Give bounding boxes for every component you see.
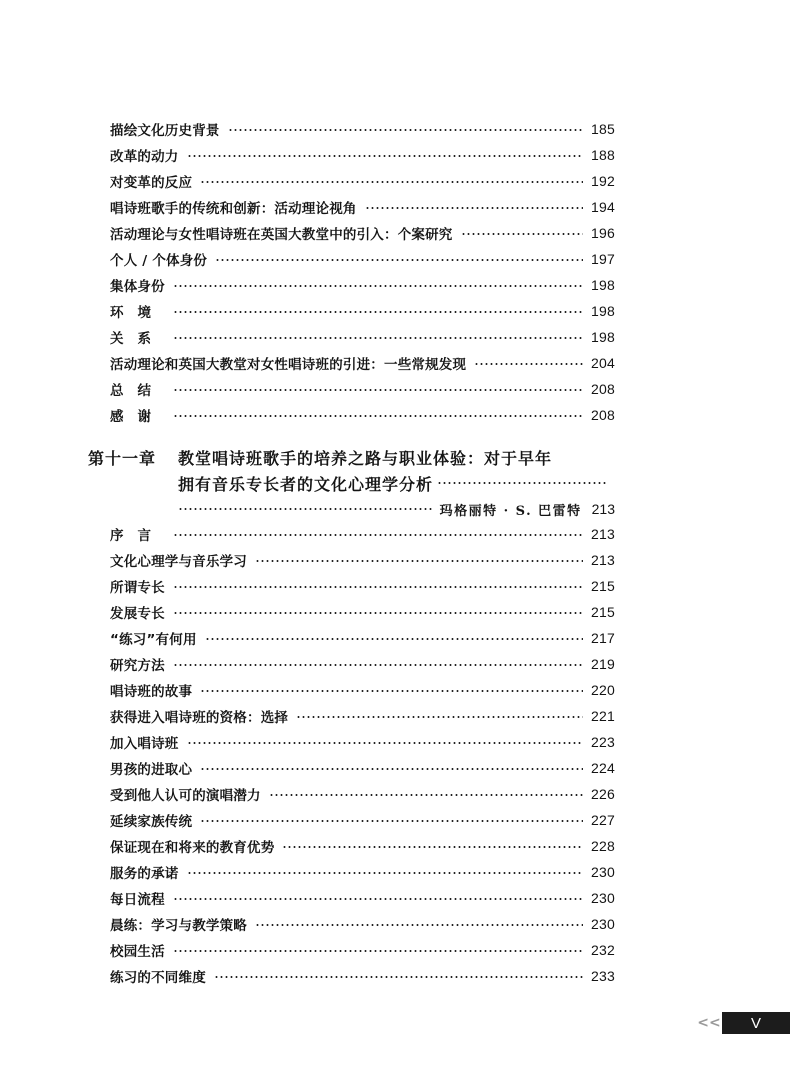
toc-leader-dots — [173, 337, 583, 339]
toc-leader-dots — [187, 155, 584, 157]
toc-entry-label: 感谢 — [110, 409, 165, 425]
toc-entry-label: 晨练：学习与教学策略 — [110, 918, 247, 934]
toc-entry-label: 集体身份 — [110, 279, 165, 295]
toc-entry-label: 发展专长 — [110, 606, 165, 622]
chapter-title-line1: 教堂唱诗班歌手的培养之路与职业体验：对于早年 — [178, 448, 553, 468]
toc-entry-page: 185 — [591, 121, 615, 137]
toc-entry-page: 208 — [591, 381, 615, 397]
toc-entry-label: 序言 — [110, 528, 165, 544]
toc-entry-page: 220 — [591, 682, 615, 698]
toc-leader-dots — [269, 794, 583, 796]
toc-entry-label: 对变革的反应 — [110, 175, 193, 191]
toc-entry[interactable] — [110, 324, 615, 350]
toc-entry-label: 保证现在和将来的教育优势 — [110, 840, 275, 856]
toc-entry[interactable] — [110, 272, 615, 298]
toc-entry-label: 活动理论和英国大教堂对女性唱诗班的引进：一些常规发现 — [110, 357, 467, 373]
toc-entry-page: 215 — [591, 578, 615, 594]
toc-entry[interactable] — [110, 547, 615, 573]
toc-leader-dots — [173, 950, 583, 952]
toc-entry-page: 223 — [591, 734, 615, 750]
toc-leader-dots — [173, 898, 583, 900]
toc-entry[interactable] — [110, 573, 615, 599]
toc-entry-page: 219 — [591, 656, 615, 672]
toc-leader-dots — [228, 129, 583, 131]
toc-entry[interactable] — [110, 220, 615, 246]
toc-entry-label: 关系 — [110, 331, 165, 347]
toc-entry-label: 改革的动力 — [110, 149, 179, 165]
toc-entry[interactable] — [110, 651, 615, 677]
toc-entry[interactable] — [110, 246, 615, 272]
toc-leader-dots — [255, 560, 583, 562]
toc-leader-dots — [214, 976, 583, 978]
toc-entry-label: 个人 / 个体身份 — [110, 253, 208, 269]
toc-leader-dots — [173, 285, 583, 287]
toc-entry-page: 213 — [591, 526, 615, 542]
toc-entry-page: 227 — [591, 812, 615, 828]
page-number: V — [750, 1014, 761, 1032]
chapter-author-row — [178, 496, 615, 522]
toc-entry-page: 208 — [591, 407, 615, 423]
toc-leader-dots — [215, 259, 583, 261]
toc-entry[interactable] — [110, 859, 615, 885]
page-number-badge — [722, 1012, 790, 1034]
toc-entry-label: 男孩的进取心 — [110, 762, 193, 778]
toc-entry-page: 217 — [591, 630, 615, 646]
toc-entry-page: 230 — [591, 890, 615, 906]
toc-entry-label: 活动理论与女性唱诗班在英国大教堂中的引入：个案研究 — [110, 227, 453, 243]
toc-entry[interactable] — [110, 521, 615, 547]
toc-entry-page: 228 — [591, 838, 615, 854]
toc-entry-label: 受到他人认可的演唱潜力 — [110, 788, 261, 804]
chapter-title-line2: 拥有音乐专长者的文化心理学分析 — [178, 474, 434, 494]
toc-entry-label: 环境 — [110, 305, 165, 321]
toc-leader-dots — [173, 415, 583, 417]
toc-entry-label: 研究方法 — [110, 658, 165, 674]
toc-entry-page: 213 — [591, 552, 615, 568]
chapter-author: 玛格丽特 · S. 巴雷特 — [439, 503, 582, 519]
toc-entry-label: 加入唱诗班 — [110, 736, 179, 752]
toc-entry[interactable] — [110, 963, 615, 989]
toc-entry-page: 198 — [591, 303, 615, 319]
toc-entry-page: 188 — [591, 147, 615, 163]
toc-entry-page: 224 — [591, 760, 615, 776]
toc-entry-page: 230 — [591, 864, 615, 880]
toc-leader-dots — [282, 846, 583, 848]
double-chevron-left-icon: << — [697, 1015, 721, 1031]
toc-entry[interactable] — [110, 833, 615, 859]
toc-entry-label: 服务的承诺 — [110, 866, 179, 882]
toc-entry[interactable] — [110, 781, 615, 807]
toc-leader-dots — [178, 508, 432, 510]
toc-leader-dots — [173, 389, 583, 391]
toc-entry-page: 226 — [591, 786, 615, 802]
toc-entry[interactable] — [110, 116, 615, 142]
chapter-page: 213 — [591, 501, 615, 517]
toc-entry[interactable] — [110, 755, 615, 781]
toc-leader-dots — [173, 586, 583, 588]
toc-entry-label: 获得进入唱诗班的资格：选择 — [110, 710, 289, 726]
toc-entry-label: 所谓专长 — [110, 580, 165, 596]
chapter-heading-row — [88, 443, 552, 471]
toc-leader-dots — [173, 664, 583, 666]
toc-entry-page: 232 — [591, 942, 615, 958]
toc-entry[interactable] — [110, 911, 615, 937]
toc-entry[interactable] — [110, 729, 615, 755]
toc-leader-dots — [173, 612, 583, 614]
toc-leader-dots — [255, 924, 583, 926]
toc-leader-dots — [187, 872, 584, 874]
toc-entry-page: 197 — [591, 251, 615, 267]
toc-leader-dots — [437, 482, 607, 484]
toc-entry[interactable] — [110, 885, 615, 911]
toc-entry[interactable] — [110, 402, 615, 428]
toc-leader-dots — [200, 768, 583, 770]
toc-entry-page: 233 — [591, 968, 615, 984]
toc-leader-dots — [461, 233, 584, 235]
toc-entry[interactable] — [110, 703, 615, 729]
toc-entry-page: 215 — [591, 604, 615, 620]
toc-leader-dots — [200, 690, 583, 692]
toc-leader-dots — [474, 363, 583, 365]
toc-leader-dots — [296, 716, 583, 718]
toc-entry-label: “练习”有何用 — [110, 632, 197, 648]
toc-entry-label: 描绘文化历史背景 — [110, 123, 220, 139]
toc-entry-label: 每日流程 — [110, 892, 165, 908]
toc-entry[interactable] — [110, 168, 615, 194]
toc-entry-label: 练习的不同维度 — [110, 970, 206, 986]
toc-leader-dots — [205, 638, 583, 640]
toc-entry-page: 194 — [591, 199, 615, 215]
toc-entry[interactable] — [110, 937, 615, 963]
toc-entry-page: 230 — [591, 916, 615, 932]
toc-leader-dots — [200, 181, 583, 183]
toc-entry-label: 总结 — [110, 383, 165, 399]
toc-entry[interactable] — [110, 142, 615, 168]
toc-entry-page: 198 — [591, 277, 615, 293]
toc-leader-dots — [365, 207, 583, 209]
toc-entry-label: 唱诗班的故事 — [110, 684, 193, 700]
toc-entry-page: 196 — [591, 225, 615, 241]
toc-entry-page: 204 — [591, 355, 615, 371]
chapter-number: 第十一章 — [88, 448, 157, 468]
toc-entry-label: 延续家族传统 — [110, 814, 193, 830]
toc-entry[interactable] — [110, 194, 615, 220]
toc-entry[interactable] — [110, 677, 615, 703]
toc-entry[interactable] — [110, 298, 615, 324]
toc-entry-page: 198 — [591, 329, 615, 345]
toc-entry[interactable] — [110, 599, 615, 625]
toc-entry[interactable] — [110, 625, 615, 651]
toc-leader-dots — [173, 534, 583, 536]
toc-leader-dots — [187, 742, 584, 744]
toc-entry-page: 192 — [591, 173, 615, 189]
toc-entry-page: 221 — [591, 708, 615, 724]
toc-leader-dots — [173, 311, 583, 313]
toc-leader-dots — [200, 820, 583, 822]
chapter-heading-row — [178, 470, 615, 496]
toc-entry[interactable] — [110, 807, 615, 833]
toc-entry-label: 校园生活 — [110, 944, 165, 960]
toc-entry[interactable] — [110, 350, 615, 376]
toc-entry[interactable] — [110, 376, 615, 402]
toc-entry-label: 文化心理学与音乐学习 — [110, 554, 247, 570]
toc-entry-label: 唱诗班歌手的传统和创新：活动理论视角 — [110, 201, 357, 217]
